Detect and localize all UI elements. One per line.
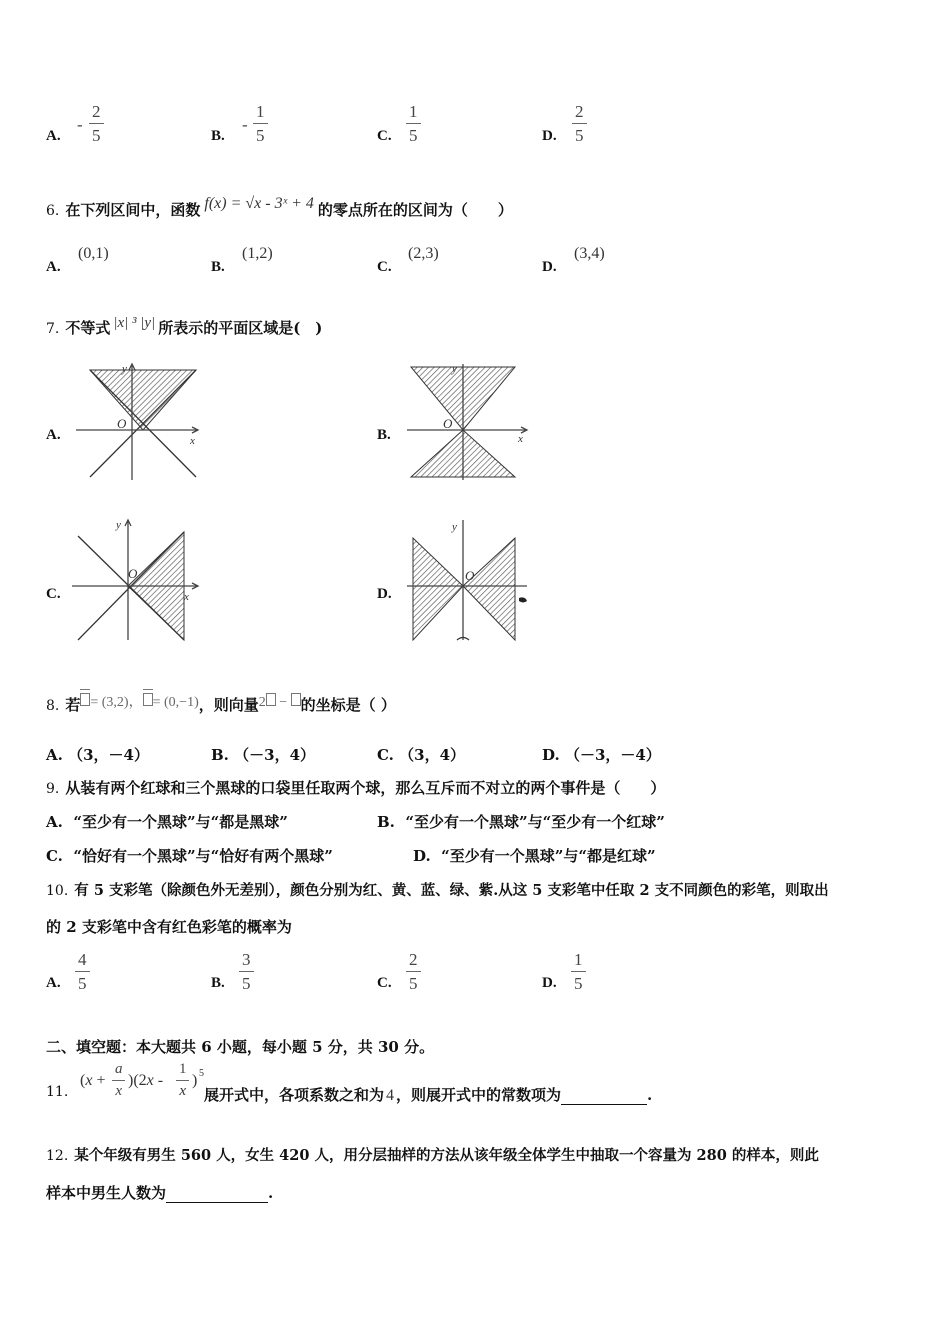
q10-option-b-numerator: 3: [242, 950, 251, 969]
vector-separator: ，: [128, 695, 143, 710]
question-8-text-before: 若: [65, 696, 81, 714]
q7-graph-d-origin: O: [465, 568, 475, 583]
question-12-answer-blank[interactable]: [166, 1202, 268, 1203]
question-8: [46, 694, 396, 715]
q6-option-c-label: C.: [377, 259, 392, 275]
q5-option-b-label: B.: [211, 128, 225, 144]
question-7-text-before: 不等式: [65, 319, 111, 337]
question-11-frac-1-over-x: [176, 1062, 190, 1099]
q7-graph-d: [405, 518, 555, 644]
q10-option-d-fraction: [571, 951, 586, 992]
q7-graph-b-y-label: y: [452, 363, 457, 375]
question-11-sum-value: 4: [386, 1087, 395, 1104]
q8-option-d-value: （－3，－4）: [564, 746, 661, 764]
q8-option-c-label: C.: [377, 746, 394, 764]
question-12-line-2-text: 样本中男生人数为: [46, 1184, 167, 1202]
vector-b-value: = (0,−1): [152, 695, 199, 710]
q5-option-d-numerator: 2: [575, 102, 584, 121]
question-12-line-2: [46, 1182, 273, 1203]
q5-option-c-denominator: 5: [406, 123, 421, 144]
q6-option-b-label: B.: [211, 259, 225, 275]
q5-option-b-fraction: [253, 103, 268, 144]
question-10-line-1-text: 有 5 支彩笔（除颜色外无差别），颜色分别为红、黄、蓝、绿、紫.从这 5 支彩笔中任取 2 支不同颜色的彩笔，则取出: [74, 882, 829, 899]
question-12-period: .: [268, 1184, 274, 1202]
question-9-number: 9.: [46, 781, 60, 797]
q7-graph-c-y-label: y: [116, 519, 121, 531]
question-11-exponent: 5: [199, 1068, 204, 1079]
vector-expression-a: [266, 693, 276, 706]
question-9: [46, 777, 665, 798]
question-7-number: 7.: [46, 321, 60, 337]
vector-a-value: = (3,2): [90, 695, 129, 710]
q9-option-b-label: B.: [377, 813, 395, 831]
question-11-period: .: [647, 1086, 653, 1104]
q5-option-c-numerator: 1: [409, 102, 418, 121]
question-11-text-mid: 展开式中，各项系数之和为: [204, 1086, 385, 1104]
question-10-line-2: 的 2 支彩笔中含有红色彩笔的概率为: [46, 918, 292, 936]
question-6-number: 6.: [46, 203, 60, 219]
question-6-text-after: 的零点所在的区间为（ ）: [317, 201, 513, 219]
vector-expression-b: [291, 693, 301, 706]
question-11-answer-blank[interactable]: [561, 1104, 647, 1105]
q8-option-c: [377, 744, 465, 765]
q10-option-b-fraction: [239, 951, 254, 992]
q7-graph-d-shaded-region-left: [413, 538, 463, 640]
q5-option-a-label: A.: [46, 128, 61, 144]
q8-option-c-value: （3，4）: [399, 746, 466, 764]
vector-expression-coef: 2: [258, 695, 266, 710]
q9-option-b: [377, 811, 665, 832]
q8-option-a-value: （3，－4）: [68, 746, 149, 764]
q5-option-d-fraction: [572, 103, 587, 144]
question-7-text-after: 所表示的平面区域是( ): [158, 319, 323, 337]
q7-graph-c-x-label: x: [184, 591, 189, 603]
q10-option-d-label: D.: [542, 975, 557, 991]
q7-graph-a-shaded-region: [90, 370, 196, 430]
q7-graph-d-y-label: y: [452, 521, 457, 533]
q10-option-c-numerator: 2: [409, 950, 418, 969]
question-11-frac-a: a: [115, 1061, 123, 1077]
q7-option-b-label: B.: [377, 427, 391, 443]
q8-option-d: [542, 744, 661, 765]
question-11-text-after: ，则展开式中的常数项为: [396, 1086, 562, 1104]
q5-option-a-denominator: 5: [89, 123, 104, 144]
q10-option-a-numerator: 4: [78, 950, 87, 969]
question-12-number: 12.: [46, 1148, 69, 1164]
q5-option-a-fraction: [89, 103, 104, 144]
section-2-heading: 二、填空题：本大题共 6 小题，每小题 5 分，共 30 分。: [46, 1038, 435, 1056]
q10-option-a-fraction: [75, 951, 90, 992]
q9-option-a: [46, 811, 288, 832]
q6-option-a-label: A.: [46, 259, 61, 275]
q6-option-b-value: (1,2): [242, 245, 273, 262]
q5-option-a-sign: -: [77, 115, 83, 134]
q7-graph-a-origin: O: [117, 416, 127, 431]
q9-option-b-value: “至少有一个黑球”与“至少有一个红球”: [405, 813, 665, 831]
question-11-frac-x2: x: [176, 1080, 189, 1099]
question-6-text-before: 在下列区间中，函数: [65, 201, 201, 219]
q10-option-c-label: C.: [377, 975, 392, 991]
q7-graph-c-origin: O: [128, 566, 138, 581]
q5-option-c-label: C.: [377, 128, 392, 144]
q8-option-b-label: B.: [211, 746, 229, 764]
q7-graph-b-origin: O: [443, 416, 453, 431]
question-11-frac-1: 1: [179, 1061, 187, 1077]
q10-option-d-numerator: 1: [574, 950, 583, 969]
question-6: [46, 195, 513, 220]
q5-option-b-denominator: 5: [253, 123, 268, 144]
q8-option-a-label: A.: [46, 746, 63, 764]
q7-graph-b: [405, 362, 555, 482]
vector-b-symbol: [143, 693, 153, 706]
q5-option-b-numerator: 1: [256, 102, 265, 121]
q5-option-a-numerator: 2: [92, 102, 101, 121]
question-8-text-mid: ，则向量: [198, 696, 259, 714]
q7-graph-b-x-label: x: [518, 433, 523, 445]
q9-option-a-label: A.: [46, 813, 63, 831]
q6-option-d-label: D.: [542, 259, 557, 275]
q7-graph-a-x-label: x: [190, 435, 195, 447]
question-12-line-1-text: 某个年级有男生 560 人，女生 420 人，用分层抽样的方法从该年级全体学生中抽取一个容量为 280 的样本，则此: [74, 1147, 819, 1164]
q10-option-d-denominator: 5: [571, 971, 586, 992]
q9-option-a-value: “至少有一个黑球”与“都是黑球”: [73, 813, 288, 831]
q6-option-a-value: (0,1): [78, 245, 109, 262]
question-6-formula: f(x) = √x - 3ˣ + 4: [204, 195, 314, 212]
question-11-frac-x: x: [112, 1080, 125, 1099]
question-12-line-1: [46, 1144, 819, 1165]
q5-option-d-label: D.: [542, 128, 557, 144]
q7-graph-d-x-arrow-mark: [519, 597, 527, 602]
question-10-number: 10.: [46, 883, 69, 899]
q8-option-d-label: D.: [542, 746, 560, 764]
question-10-line-1: [46, 879, 829, 900]
vector-expression-op: −: [275, 695, 291, 710]
question-8-text-after: 的坐标是（ ）: [300, 696, 396, 714]
q7-graph-d-shaded-region-right: [463, 538, 515, 640]
vector-a-symbol: [80, 693, 90, 706]
q8-option-b: [211, 744, 315, 765]
q10-option-c-fraction: [406, 951, 421, 992]
question-8-number: 8.: [46, 698, 60, 714]
question-11-frac-a-over-x: [112, 1062, 126, 1099]
q10-option-a-denominator: 5: [75, 971, 90, 992]
q7-option-d-label: D.: [377, 586, 392, 602]
q5-option-b-sign: -: [242, 115, 248, 134]
q7-graph-c: [70, 518, 220, 644]
q9-option-d-label: D.: [413, 847, 431, 865]
vector-a-expression: [80, 695, 198, 710]
question-7-formula: |x| ³ |y|: [113, 315, 156, 331]
q6-option-c-value: (2,3): [408, 245, 439, 262]
q5-option-c-fraction: [406, 103, 421, 144]
q7-option-a-label: A.: [46, 427, 61, 443]
question-11-number: 11.: [46, 1084, 69, 1100]
q7-graph-a-y-label: y: [122, 363, 127, 375]
question-11-formula: (x + $\frac{a}{x}$ )(2x - $\frac{1}{x}$ ) 5: [80, 1061, 204, 1099]
q5-option-d-denominator: 5: [572, 123, 587, 144]
question-9-text: 从装有两个红球和三个黑球的口袋里任取两个球，那么互斥而不对立的两个事件是（ ）: [65, 779, 666, 797]
q7-graph-a: [70, 362, 220, 482]
q9-option-c-value: “恰好有一个黑球”与“恰好有两个黑球”: [73, 847, 333, 865]
q10-option-b-label: B.: [211, 975, 225, 991]
question-11-text: [204, 1084, 652, 1105]
q9-option-d: [413, 845, 656, 866]
q8-option-a: [46, 744, 149, 765]
q10-option-a-label: A.: [46, 975, 61, 991]
q9-option-d-value: “至少有一个黑球”与“都是红球”: [441, 847, 656, 865]
q10-option-b-denominator: 5: [239, 971, 254, 992]
q9-option-c-label: C.: [46, 847, 63, 865]
vector-expression: [259, 695, 301, 710]
q10-option-c-denominator: 5: [406, 971, 421, 992]
q6-option-d-value: (3,4): [574, 245, 605, 262]
question-7: [46, 317, 322, 338]
q7-option-c-label: C.: [46, 586, 61, 602]
q8-option-b-value: （－3，4）: [234, 746, 316, 764]
q9-option-c: [46, 845, 333, 866]
